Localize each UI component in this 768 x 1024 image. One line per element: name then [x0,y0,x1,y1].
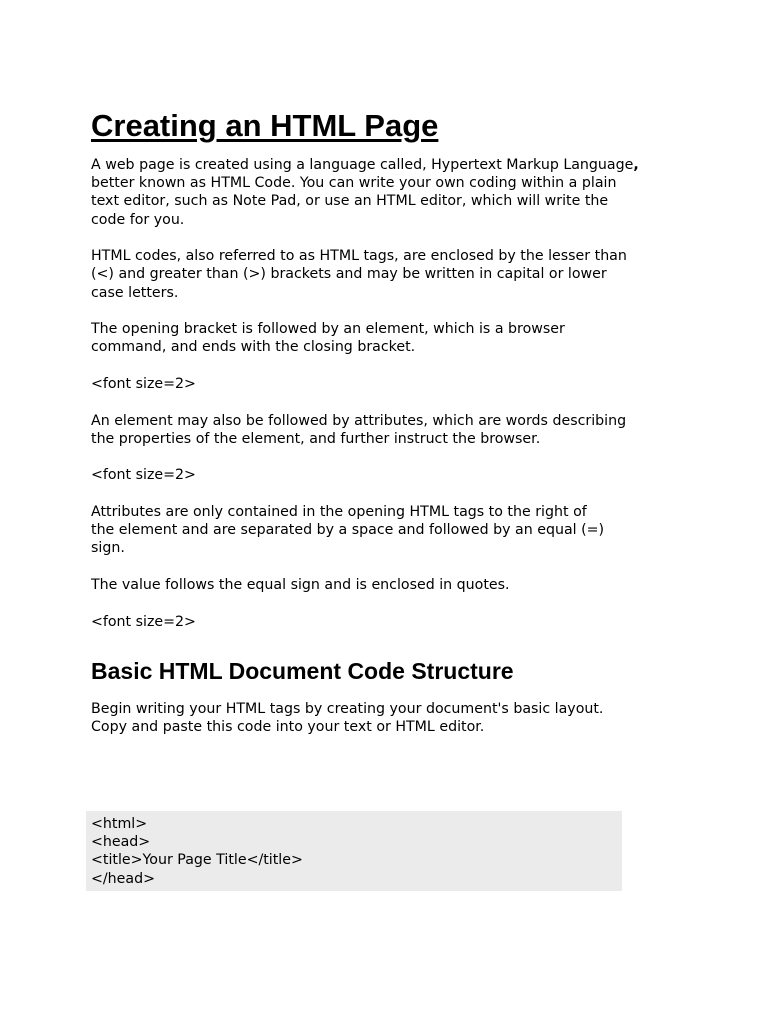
intro-comma: , [633,157,639,173]
tags-paragraph: HTML codes, also referred to as HTML tags, are enclosed by the lesser than (<) and greater than (>) brackets and may be written in capital or lower case letters. [91,248,627,301]
value-paragraph: The value follows the equal sign and is enclosed in quotes. [91,576,510,593]
intro-text-rest: better known as HTML Code. You can write your own coding within a plain text editor, such as Note Pad, or use an HTML editor, which will write the code for you. [91,175,617,228]
section-paragraph: Begin writing your HTML tags by creating your document's basic layout. Copy and paste this code into your text or HTML editor. [91,700,604,735]
code-line: <title>Your Page Title</title> [91,852,303,869]
intro-text: A web page is created using a language called, Hypertext Markup Language [91,157,634,173]
code-block [86,811,622,891]
code-line: <head> [91,834,151,851]
code-line: <html> [91,816,148,832]
attributes-placement-paragraph: Attributes are only contained in the opening HTML tags to the right of the element and are separated by a space and followed by an equal (=) sign. [91,503,605,557]
code-example-2: <font size=2> [91,467,196,484]
code-line: </head> [91,870,155,887]
intro-paragraph [91,156,691,229]
page-title: Creating an HTML Page [91,108,439,143]
document-page [91,106,691,755]
attributes-paragraph: An element may also be followed by attributes, which are words describing the properties of the element, and further instruct the browser. [91,412,627,447]
code-example-3: <font size=2> [91,613,196,630]
code-example-1: <font size=2> [91,376,196,392]
section-heading: Basic HTML Document Code Structure [91,657,514,684]
bracket-paragraph: The opening bracket is followed by an element, which is a browser command, and ends with the closing bracket. [91,321,565,356]
